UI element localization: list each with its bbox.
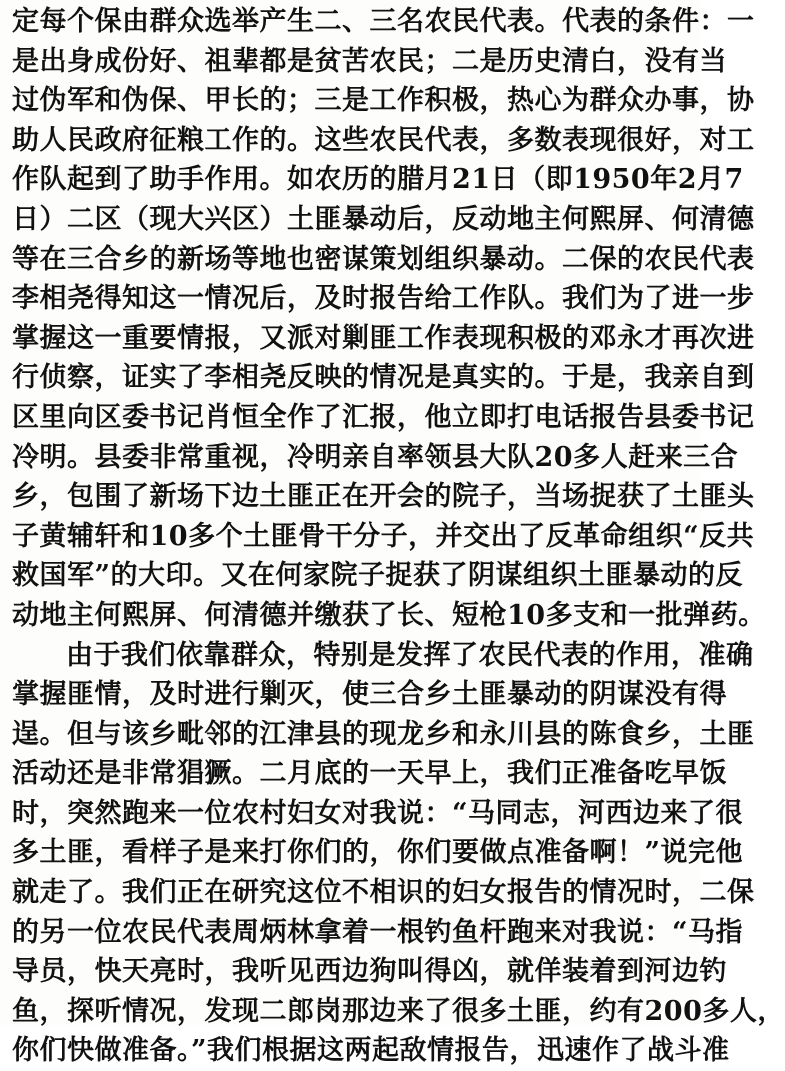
text-line: 日）二区（现大兴区）土匪暴动后，反动地主何熙屏、何清德 — [12, 200, 690, 240]
text-line: 定每个保由群众选举产生二、三名农民代表。代表的条件：一 — [12, 2, 690, 42]
text-line: 等在三合乡的新场等地也密谋策划组织暴动。二保的农民代表 — [12, 240, 690, 280]
text-line: 冷明。县委非常重视，冷明亲自率领县大队20多人赶来三合 — [12, 438, 690, 478]
text-line: 导员，快天亮时，我听见西边狗叫得凶，就佯装着到河边钓 — [12, 952, 690, 992]
text-line: 是出身成份好、祖辈都是贫苦农民；二是历史清白，没有当 — [12, 42, 690, 82]
text-line: 助人民政府征粮工作的。这些农民代表，多数表现很好，对工 — [12, 121, 690, 161]
text-line: 李相尧得知这一情况后，及时报告给工作队。我们为了进一步 — [12, 279, 690, 319]
text-line: 就走了。我们正在研究这位不相识的妇女报告的情况时，二保 — [12, 873, 690, 913]
text-line: 鱼，探听情况，发现二郎岗那边来了很多土匪，约有200多人， — [12, 992, 690, 1032]
paragraph-1 — [12, 2, 690, 636]
text-line: 动地主何熙屏、何清德并缴获了长、短枪10多支和一批弹药。 — [12, 596, 690, 636]
text-line: 救国军”的大印。又在何家院子捉获了阴谋组织土匪暴动的反 — [12, 556, 690, 596]
text-line: 活动还是非常猖獗。二月底的一天早上，我们正准备吃早饭 — [12, 754, 690, 794]
text-line: 多土匪，看样子是来打你们的，你们要做点准备啊！”说完他 — [12, 833, 690, 873]
paragraph-2 — [12, 636, 690, 1071]
text-line: 子黄辅轩和10多个土匪骨干分子，并交出了反革命组织“反共 — [12, 517, 690, 557]
text-line: 逞。但与该乡毗邻的江津县的现龙乡和永川县的陈食乡，土匪 — [12, 715, 690, 755]
text-line: 掌握这一重要情报，又派对剿匪工作表现积极的邓永才再次进 — [12, 319, 690, 359]
text-line: 你们快做准备。”我们根据这两起敌情报告，迅速作了战斗准 — [12, 1031, 690, 1071]
text-line: 时，突然跑来一位农村妇女对我说：“马同志，河西边来了很 — [12, 794, 690, 834]
text-line: 的另一位农民代表周炳林拿着一根钓鱼杆跑来对我说：“马指 — [12, 913, 690, 953]
text-line: 区里向区委书记肖恒全作了汇报，他立即打电话报告县委书记 — [12, 398, 690, 438]
text-line: 作队起到了助手作用。如农历的腊月21日（即1950年2月7 — [12, 160, 690, 200]
text-line: 由于我们依靠群众，特别是发挥了农民代表的作用，准确 — [12, 636, 690, 676]
text-line: 掌握匪情，及时进行剿灭，使三合乡土匪暴动的阴谋没有得 — [12, 675, 690, 715]
text-line: 行侦察，证实了李相尧反映的情况是真实的。于是，我亲自到 — [12, 358, 690, 398]
text-line: 过伪军和伪保、甲长的；三是工作积极，热心为群众办事，协 — [12, 81, 690, 121]
text-line: 乡，包围了新场下边土匪正在开会的院子，当场捉获了土匪头 — [12, 477, 690, 517]
